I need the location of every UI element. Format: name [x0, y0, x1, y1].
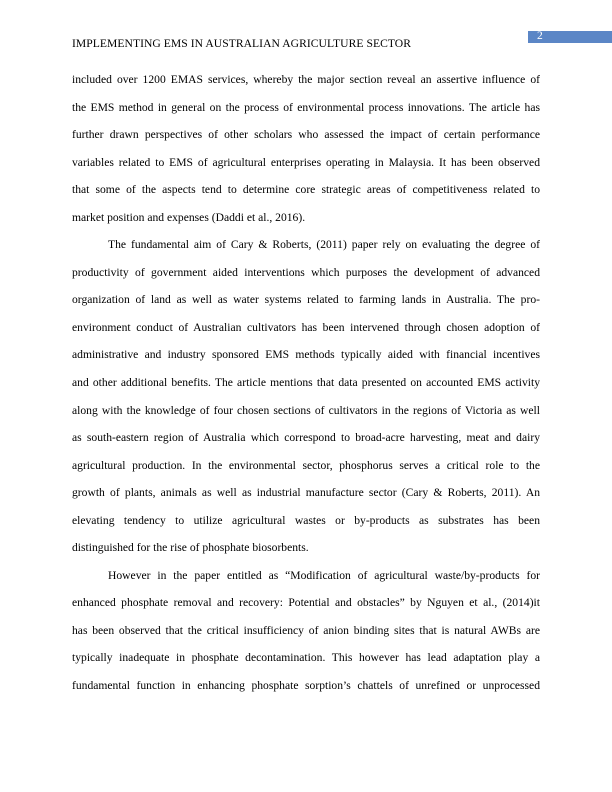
text-line: variables related to EMS of agricultural enterprises operating in Malaysia. It has been observed — [72, 155, 540, 169]
text-line: environment conduct of Australian cultivators has been intervened through chosen adoption of — [72, 320, 540, 334]
text-line: productivity of government aided interventions which purposes the development of advanced — [72, 265, 540, 279]
paragraph-2 — [72, 231, 540, 562]
text-line: as south-eastern region of Australia which correspond to broad-acre harvesting, meat and dairy — [72, 431, 540, 445]
text-line: typically inadequate in phosphate decontamination. This however has lead adaptation play a — [72, 651, 540, 665]
text-line: elevating tendency to utilize agricultural wastes or by-products as substrates has been — [72, 513, 540, 527]
text-line: distinguished for the rise of phosphate biosorbents. — [72, 541, 309, 555]
paragraph-3 — [72, 562, 540, 700]
text-line: However in the paper entitled as “Modification of agricultural waste/by-products for — [108, 568, 540, 582]
text-line: further drawn perspectives of other scholars who assessed the impact of certain performance — [72, 128, 540, 142]
page-number: 2 — [537, 30, 543, 42]
text-line: organization of land as well as water systems related to farming lands in Australia. The pro- — [72, 293, 540, 307]
text-line: that some of the aspects tend to determine core strategic areas of competitiveness related to — [72, 183, 540, 197]
text-line: fundamental function in enhancing phosphate sorption’s chattels of unrefined or unprocessed — [72, 679, 540, 693]
text-line: and other additional benefits. The article mentions that data presented on accounted EMS activity — [72, 376, 540, 390]
paragraph-1 — [72, 66, 540, 231]
body-text — [72, 66, 540, 700]
text-line: along with the knowledge of four chosen sections of cultivators in the regions of Victoria as well — [72, 403, 540, 417]
text-line: enhanced phosphate removal and recovery: Potential and obstacles” by Nguyen et al., (2014)it — [72, 596, 540, 610]
text-line: has been observed that the critical insufficiency of anion binding sites that is natural AWBs are — [72, 623, 540, 637]
text-line: the EMS method in general on the process of environmental process innovations. The article has — [72, 100, 540, 114]
running-head: IMPLEMENTING EMS IN AUSTRALIAN AGRICULTURE SECTOR — [72, 37, 412, 50]
text-line: The fundamental aim of Cary & Roberts, (2011) paper rely on evaluating the degree of — [108, 238, 540, 252]
text-line: growth of plants, animals as well as industrial manufacture sector (Cary & Roberts, 2011). An — [72, 486, 540, 500]
text-line: market position and expenses (Daddi et al., 2016). — [72, 210, 306, 224]
text-line: agricultural production. In the environmental sector, phosphorus serves a critical role to the — [72, 458, 540, 472]
text-line: included over 1200 EMAS services, whereby the major section reveal an assertive influence of — [72, 73, 540, 86]
text-line: administrative and industry sponsored EMS methods typically aided with financial incentives — [72, 348, 540, 362]
